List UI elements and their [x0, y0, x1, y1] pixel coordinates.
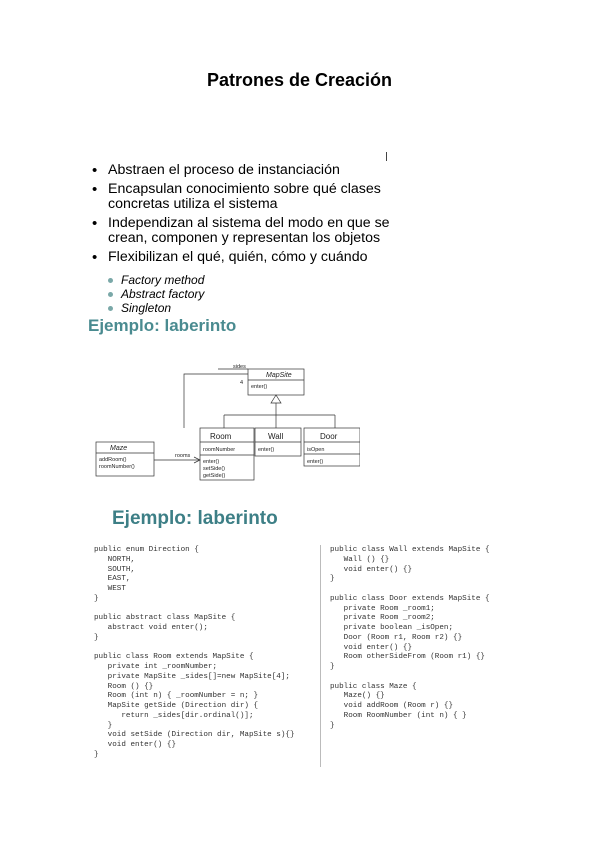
page-title: Patrones de Creación — [206, 70, 393, 90]
code-line: EAST, — [94, 575, 131, 584]
rooms-label: rooms — [175, 453, 191, 459]
code-line: Room () {} — [94, 682, 154, 691]
code-line: WEST — [94, 585, 126, 593]
pattern-item: Singleton — [106, 301, 204, 315]
code-line: SOUTH, — [94, 565, 136, 574]
stray-mark — [386, 152, 387, 161]
code-line: public class Wall extends MapSite { — [330, 546, 490, 554]
mapsite-method: enter() — [251, 384, 268, 390]
door-method: enter() — [307, 459, 324, 465]
code-line: public class Door extends MapSite { — [330, 594, 490, 603]
code-line: public class Maze { — [330, 682, 417, 691]
room-method: getSide() — [203, 473, 226, 479]
mapsite-name: MapSite — [266, 372, 292, 379]
code-line: private Room _room2; — [330, 614, 435, 623]
uml-class-diagram — [90, 360, 360, 485]
code-line: } — [330, 575, 335, 584]
code-line: } — [94, 594, 99, 603]
code-line — [330, 673, 490, 683]
code-line: void enter() {} — [330, 565, 413, 574]
maze-method: addRoom() — [99, 457, 127, 463]
multiplicity-label: 4 — [240, 380, 244, 386]
pattern-item: Factory method — [106, 273, 204, 287]
room-method: setSide() — [203, 466, 226, 472]
code-line: Room (int n) { _roomNumber = n; } — [94, 692, 259, 701]
code-block-right — [330, 546, 490, 731]
column-divider — [320, 545, 321, 767]
code-line: } — [94, 633, 99, 642]
wall-method: enter() — [258, 447, 275, 453]
bullet-item: • Independizan al sistema del modo en que se crean, componen y representan los objetos — [88, 216, 418, 247]
code-line: } — [94, 721, 113, 730]
room-method: enter() — [203, 459, 220, 465]
pattern-list — [106, 273, 204, 315]
code-line: private Room _room1; — [330, 604, 435, 613]
code-line: abstract void enter(); — [94, 624, 208, 632]
code-line — [94, 644, 295, 654]
door-name: Door — [320, 432, 338, 441]
code-line: MapSite getSide (Direction dir) { — [94, 702, 259, 710]
code-line: public abstract class MapSite { — [94, 614, 236, 623]
bullet-item: • Flexibilizan el qué, quién, cómo y cuándo — [88, 250, 418, 266]
room-attribute: roomNumber — [203, 447, 236, 453]
code-line: NORTH, — [94, 555, 136, 564]
code-line: private MapSite _sides[]=new MapSite[4]; — [94, 672, 290, 681]
characteristics-list — [88, 163, 418, 268]
code-line: public class Room extends MapSite { — [94, 653, 254, 662]
code-line: private boolean _isOpen; — [330, 624, 454, 632]
door-attribute: isOpen — [307, 447, 325, 453]
bullet-item: • Abstraen el proceso de instanciación — [88, 163, 418, 179]
code-line: } — [94, 750, 99, 759]
code-line: } — [330, 663, 335, 671]
sides-label: sides — [233, 364, 246, 370]
code-line: void enter() {} — [94, 741, 177, 749]
code-line: void enter() {} — [330, 643, 413, 652]
code-line — [330, 585, 490, 595]
code-line: void addRoom (Room r) {} — [330, 702, 454, 710]
code-line: private int _roomNumber; — [94, 663, 218, 671]
maze-method: roomNumber() — [99, 464, 135, 470]
wall-name: Wall — [268, 432, 284, 441]
example-heading: Ejemplo: laberinto — [88, 316, 237, 335]
code-line: public enum Direction { — [94, 546, 199, 554]
code-line: Room RoomNumber (int n) { } — [330, 711, 467, 720]
code-line: void setSide (Direction dir, MapSite s){} — [94, 731, 295, 740]
code-line: } — [330, 721, 335, 730]
code-block-left — [94, 546, 295, 761]
example-heading: Ejemplo: laberinto — [112, 508, 278, 529]
code-line — [94, 605, 295, 615]
code-line: Wall () {} — [330, 555, 390, 564]
code-line: return _sides[dir.ordinal()]; — [94, 711, 254, 720]
pattern-item: Abstract factory — [106, 287, 204, 301]
room-name: Room — [210, 432, 232, 441]
maze-name: Maze — [110, 445, 128, 452]
code-line: Maze() {} — [330, 692, 385, 701]
bullet-item: • Encapsulan conocimiento sobre qué clases concretas utiliza el sistema — [88, 182, 418, 213]
code-line: Room otherSideFrom (Room r1) {} — [330, 653, 485, 662]
code-line: Door (Room r1, Room r2) {} — [330, 633, 463, 642]
